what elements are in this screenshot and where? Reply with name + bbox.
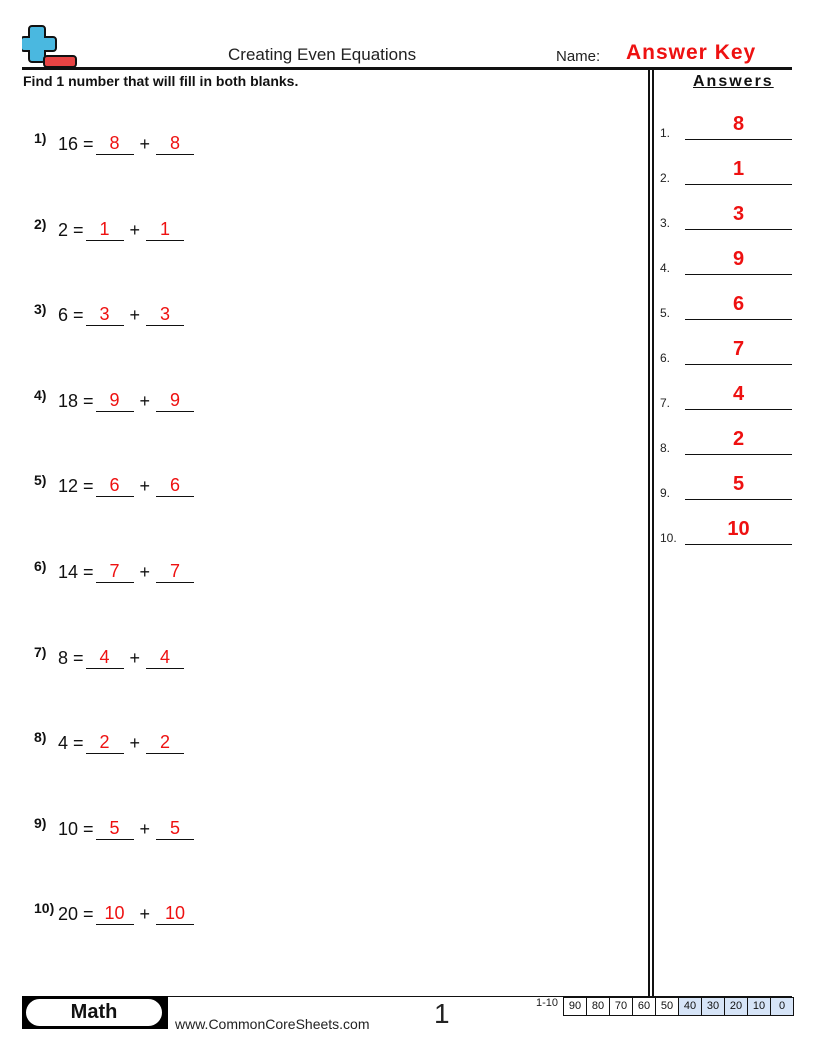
name-value: Answer Key xyxy=(626,41,757,64)
answer-number: 10. xyxy=(660,531,677,545)
answer-row xyxy=(660,470,792,500)
score-cell: 10 xyxy=(747,997,771,1016)
equation xyxy=(58,132,196,155)
answer-row xyxy=(660,425,792,455)
column-divider xyxy=(652,70,654,996)
answer-blank[interactable]: 10 xyxy=(96,902,134,925)
problem-number: 10) xyxy=(34,900,55,917)
plus-sign: + xyxy=(129,647,141,668)
answer-blank[interactable]: 9 xyxy=(156,389,194,412)
equation xyxy=(58,474,196,497)
problem-number: 9) xyxy=(34,814,47,831)
equation-total: 14 = xyxy=(58,562,94,582)
problem-item xyxy=(34,900,254,930)
name-label: Name: xyxy=(556,48,601,65)
answer-value[interactable]: 4 xyxy=(685,383,792,410)
equation xyxy=(58,560,196,583)
answer-row xyxy=(660,245,792,275)
answer-row xyxy=(660,290,792,320)
plus-sign: + xyxy=(139,904,151,925)
answer-blank[interactable]: 6 xyxy=(156,474,194,497)
problem-item xyxy=(34,472,254,502)
problem-number: 8) xyxy=(34,729,47,746)
score-cell: 30 xyxy=(701,997,725,1016)
answer-blank[interactable]: 7 xyxy=(156,560,194,583)
answer-blank[interactable]: 1 xyxy=(146,218,184,241)
problem-item xyxy=(34,301,254,331)
score-cell: 90 xyxy=(563,997,587,1016)
answer-blank[interactable]: 4 xyxy=(86,646,124,669)
answer-row xyxy=(660,200,792,230)
answer-value[interactable]: 3 xyxy=(685,203,792,230)
answer-row xyxy=(660,335,792,365)
answer-value[interactable]: 1 xyxy=(685,158,792,185)
answer-blank[interactable]: 8 xyxy=(156,132,194,155)
subject-badge xyxy=(22,996,168,1029)
plus-sign: + xyxy=(139,818,151,839)
problem-number: 4) xyxy=(34,386,47,403)
score-cell: 50 xyxy=(655,997,679,1016)
answer-value[interactable]: 8 xyxy=(685,113,792,140)
equation xyxy=(58,731,186,754)
answer-value[interactable]: 6 xyxy=(685,293,792,320)
answer-value[interactable]: 2 xyxy=(685,428,792,455)
column-divider xyxy=(648,70,650,996)
answer-blank[interactable]: 2 xyxy=(86,731,124,754)
equation-total: 10 = xyxy=(58,818,94,839)
subject-label: Math xyxy=(26,999,162,1026)
answer-value[interactable]: 9 xyxy=(685,248,792,275)
score-cell: 70 xyxy=(609,997,633,1016)
answer-row xyxy=(660,110,792,140)
answer-number: 3. xyxy=(660,216,671,230)
plus-sign: + xyxy=(129,733,141,754)
site-url: www.CommonCoreSheets.com xyxy=(175,1016,370,1032)
answer-number: 5. xyxy=(660,306,671,320)
problem-number: 7) xyxy=(34,643,47,660)
equation-total: 6 = xyxy=(58,305,84,326)
worksheet-title: Creating Even Equations xyxy=(228,45,417,64)
answer-row xyxy=(660,515,792,545)
equation-total: 8 = xyxy=(58,647,84,668)
problem-item xyxy=(34,130,254,160)
answer-blank[interactable]: 4 xyxy=(146,646,184,669)
answer-blank[interactable]: 5 xyxy=(156,817,194,840)
answer-value[interactable]: 7 xyxy=(685,338,792,365)
problem-number: 3) xyxy=(34,301,47,318)
score-cell: 80 xyxy=(586,997,610,1016)
answer-number: 4. xyxy=(660,261,671,275)
equation xyxy=(58,218,186,241)
answer-row xyxy=(660,155,792,185)
score-table xyxy=(564,997,794,1016)
answer-number: 1. xyxy=(660,126,671,140)
header-rule xyxy=(22,67,792,70)
math-logo-icon xyxy=(22,24,82,68)
plus-sign: + xyxy=(139,134,151,154)
equation-total: 16 = xyxy=(58,134,94,154)
score-cell: 60 xyxy=(632,997,656,1016)
equation xyxy=(58,646,186,669)
answer-value[interactable]: 10 xyxy=(685,518,792,545)
answer-blank[interactable]: 6 xyxy=(96,474,134,497)
answer-row xyxy=(660,380,792,410)
problem-number: 2) xyxy=(34,215,47,232)
equation-total: 12 = xyxy=(58,476,94,497)
answer-blank[interactable]: 3 xyxy=(86,303,124,326)
plus-sign: + xyxy=(139,476,151,497)
equation-total: 20 = xyxy=(58,904,94,925)
page-number: 1 xyxy=(434,998,450,1029)
problem-item xyxy=(34,815,254,845)
equation-total: 2 = xyxy=(58,219,84,240)
plus-sign: + xyxy=(129,219,141,240)
equation xyxy=(58,303,186,326)
problem-number: 1) xyxy=(34,130,47,146)
score-cell: 20 xyxy=(724,997,748,1016)
answer-number: 8. xyxy=(660,441,671,455)
score-cell: 40 xyxy=(678,997,702,1016)
answer-blank[interactable]: 7 xyxy=(96,560,134,583)
problem-item xyxy=(34,387,254,417)
instructions: Find 1 number that will fill in both blanks. xyxy=(23,73,299,89)
plus-sign: + xyxy=(139,562,151,582)
equation-total: 4 = xyxy=(58,733,84,754)
answer-number: 9. xyxy=(660,486,671,500)
equation xyxy=(58,389,196,412)
problem-item xyxy=(34,558,254,588)
plus-sign: + xyxy=(139,390,151,411)
score-range-label: 1-10 xyxy=(536,997,559,1009)
problem-number: 6) xyxy=(34,558,47,574)
problem-item xyxy=(34,216,254,246)
equation xyxy=(58,817,196,840)
answer-blank[interactable]: 2 xyxy=(146,731,184,754)
problem-item xyxy=(34,729,254,759)
answer-blank[interactable]: 8 xyxy=(96,132,134,155)
answer-number: 2. xyxy=(660,171,671,185)
plus-sign: + xyxy=(129,305,141,326)
answer-number: 7. xyxy=(660,396,671,410)
score-cell: 0 xyxy=(770,997,794,1016)
equation-total: 18 = xyxy=(58,390,94,411)
answer-number: 6. xyxy=(660,351,671,365)
problem-item xyxy=(34,644,254,674)
problem-number: 5) xyxy=(34,472,47,489)
answer-value[interactable]: 5 xyxy=(685,473,792,500)
answer-blank[interactable]: 9 xyxy=(96,389,134,412)
answers-heading: Answers xyxy=(693,73,774,90)
answer-blank[interactable]: 3 xyxy=(146,303,184,326)
equation xyxy=(58,902,196,925)
answer-blank[interactable]: 10 xyxy=(156,902,194,925)
answer-blank[interactable]: 5 xyxy=(96,817,134,840)
answer-blank[interactable]: 1 xyxy=(86,218,124,241)
